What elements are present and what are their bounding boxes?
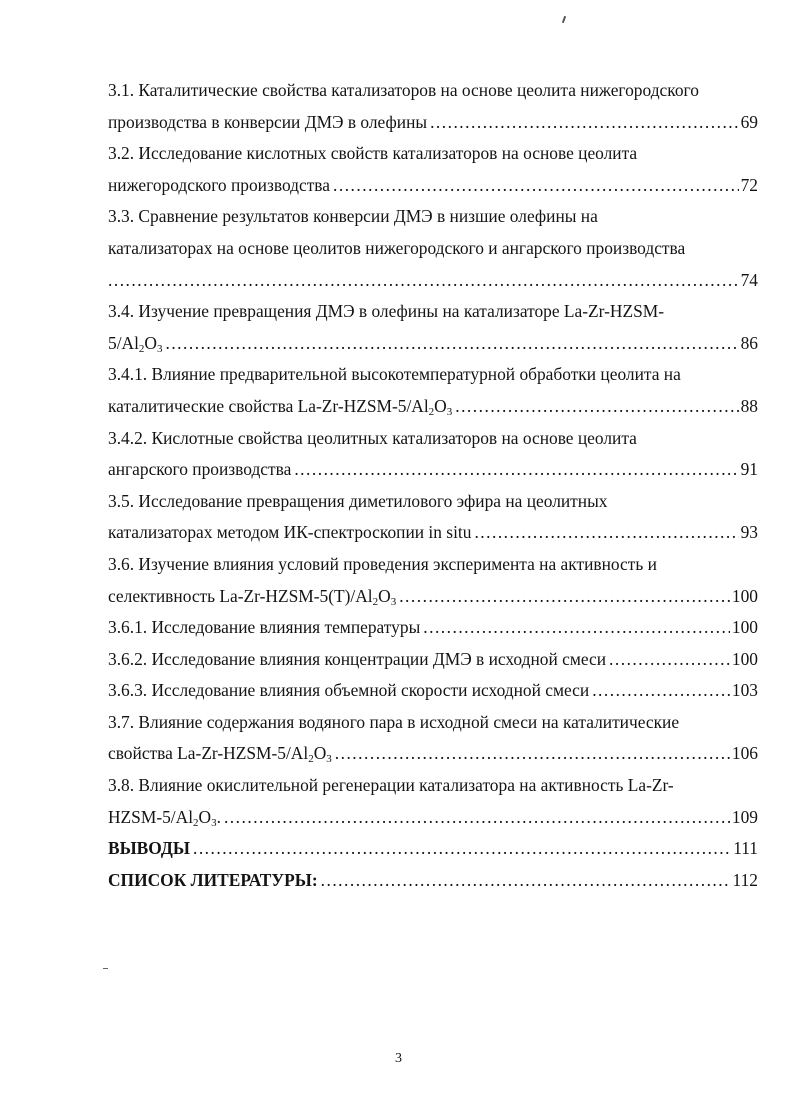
scan-mark: [103, 968, 108, 969]
scan-mark: [562, 16, 566, 23]
toc-line[interactable]: [108, 675, 758, 707]
toc-line: [108, 486, 758, 518]
toc-entry-title: 3.5. Исследование превращения диметилового эфира на цеолитных: [108, 490, 608, 511]
dot-leader: [165, 328, 738, 360]
toc-entry-title: $5/Al_2O_3$: [108, 332, 163, 355]
toc-entry-title: селективность $La-Zr-HZSM-5(T)/Al_2O_3$: [108, 585, 397, 608]
toc-page-number: 100: [731, 585, 758, 606]
toc-line[interactable]: [108, 391, 758, 423]
toc-line: [108, 296, 758, 328]
toc-line: [108, 233, 758, 265]
toc-entry-title: 3.4.1. Влияние предварительной высокотемпературной обработки цеолита на: [108, 364, 681, 385]
toc-page-number: 109: [731, 806, 758, 827]
toc-line[interactable]: [108, 170, 758, 202]
toc-page-number: 112: [732, 869, 758, 890]
toc-page-number: 111: [733, 838, 758, 859]
toc-line: [108, 770, 758, 802]
toc-page-number: 74: [740, 269, 758, 290]
dot-leader: [399, 581, 730, 613]
toc-entry-title: 3.6.1. Исследование влияния температуры: [108, 617, 421, 638]
toc-line: [108, 359, 758, 391]
toc-line[interactable]: [108, 107, 758, 139]
toc-page-number: 86: [740, 332, 758, 353]
toc-entry-title: каталитические свойства $La-Zr-HZSM-5/Al_2O_3$: [108, 395, 453, 418]
toc-entry-title: 3.7. Влияние содержания водяного пара в исходной смеси на каталитические: [108, 711, 680, 732]
toc-entry-title: 3.2. Исследование кислотных свойств катализаторов на основе цеолита: [108, 143, 638, 164]
toc-entry-title: 3.6.3. Исследование влияния объемной скорости исходной смеси: [108, 680, 590, 701]
dot-leader: [108, 265, 739, 297]
toc-entry-title: 3.1. Каталитические свойства катализаторов на основе цеолита нижегородского: [108, 80, 699, 100]
toc-entry-title: 3.6.2. Исследование влияния концентрации ДМЭ в исходной смеси: [108, 648, 607, 669]
toc-entry-title: 3.3. Сравнение результатов конверсии ДМЭ в низшие олефины на: [108, 206, 598, 227]
toc-page-number: 100: [731, 648, 758, 669]
toc-line: [108, 201, 758, 233]
dot-leader: [321, 865, 731, 897]
toc-entry-title: нижегородского производства: [108, 174, 331, 195]
toc-entry-title: свойства $La-Zr-HZSM-5/Al_2O_3$: [108, 743, 332, 766]
toc-page-number: 91: [740, 459, 758, 480]
toc-line[interactable]: [108, 802, 758, 834]
toc-page-number: 69: [740, 111, 758, 132]
toc-line[interactable]: [108, 328, 758, 360]
toc-line[interactable]: [108, 517, 758, 549]
dot-leader: [193, 833, 731, 865]
toc-page-number: 72: [740, 174, 758, 195]
toc-page-number: 106: [731, 743, 758, 764]
toc-entry-title: HZSM-$5/Al_2O_3$.: [108, 806, 221, 829]
toc-page-number: 100: [731, 617, 758, 638]
dot-leader: [430, 107, 739, 139]
toc-page-number: 103: [731, 680, 758, 701]
toc-entry-title: ВЫВОДЫ: [108, 838, 190, 859]
dot-leader: [474, 517, 738, 549]
toc-entry-title: катализаторах методом ИК-спектроскопии in situ: [108, 522, 472, 543]
toc-line[interactable]: [108, 833, 758, 865]
dot-leader: [423, 612, 730, 644]
toc-entry-title: 3.6. Изучение влияния условий проведения эксперимента на активность и: [108, 553, 657, 574]
page-number: 3: [395, 1051, 402, 1066]
toc-entry-title: 3.8. Влияние окислительной регенерации катализатора на активность La-Zr-: [108, 775, 674, 796]
toc-entry-title: ангарского производства: [108, 459, 292, 480]
dot-leader: [609, 644, 730, 676]
dot-leader: [335, 738, 730, 770]
dot-leader: [224, 802, 730, 834]
dot-leader: [592, 675, 730, 707]
toc-page-number: 93: [740, 522, 758, 543]
toc-line[interactable]: [108, 581, 758, 613]
toc-page-number: 88: [740, 395, 758, 416]
table-of-contents: [108, 75, 758, 896]
toc-entry-title: СПИСОК ЛИТЕРАТУРЫ:: [108, 869, 318, 890]
toc-line[interactable]: [108, 265, 758, 297]
toc-line: [108, 707, 758, 739]
toc-entry-title: производства в конверсии ДМЭ в олефины: [108, 111, 428, 132]
toc-line[interactable]: [108, 612, 758, 644]
toc-line[interactable]: [108, 865, 758, 897]
toc-line: [108, 138, 758, 170]
dot-leader: [333, 170, 739, 202]
toc-line[interactable]: [108, 738, 758, 770]
toc-line: [108, 423, 758, 455]
toc-entry-title: 3.4. Изучение превращения ДМЭ в олефины на катализаторе La-Zr-HZSM-: [108, 301, 665, 322]
toc-line[interactable]: [108, 454, 758, 486]
toc-line[interactable]: [108, 644, 758, 676]
dot-leader: [455, 391, 738, 423]
dot-leader: [294, 454, 738, 486]
toc-line: [108, 75, 758, 107]
toc-entry-title: катализаторах на основе цеолитов нижегородского и ангарского производства: [108, 237, 686, 258]
toc-entry-title: 3.4.2. Кислотные свойства цеолитных катализаторов на основе цеолита: [108, 427, 637, 448]
toc-line: [108, 549, 758, 581]
